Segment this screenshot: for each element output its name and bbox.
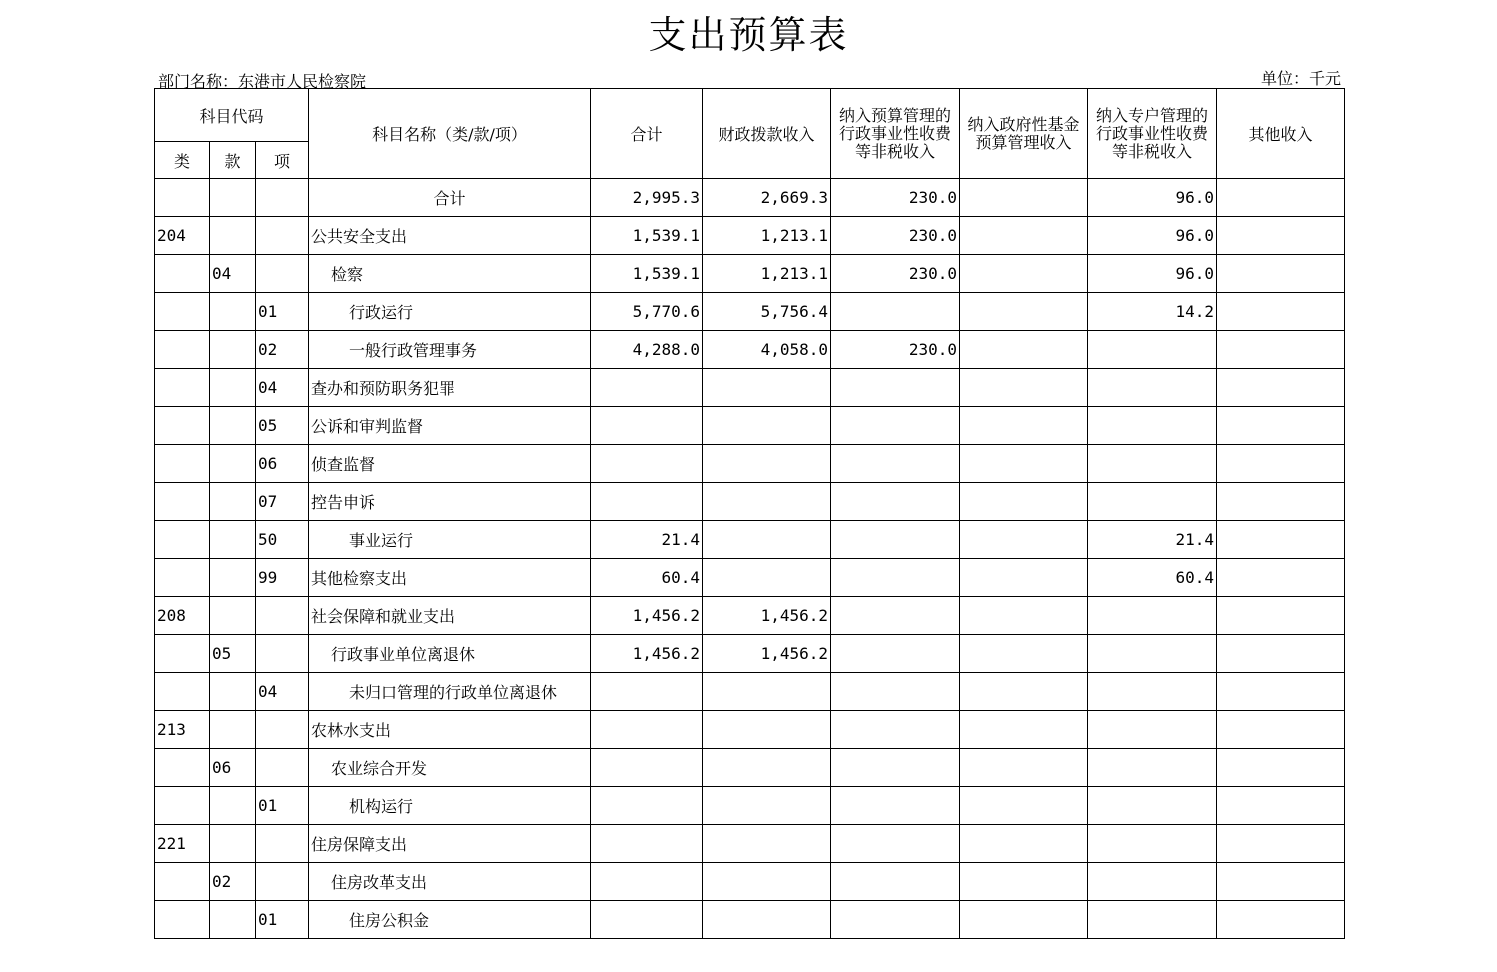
cell-name: 侦查监督: [309, 445, 591, 483]
cell-gov-fund: [960, 331, 1088, 369]
cell-other: [1217, 483, 1345, 521]
header-gov-fund: 纳入政府性基金预算管理收入: [960, 89, 1088, 179]
cell-fiscal: 1,456.2: [703, 597, 831, 635]
cell-total: [591, 787, 703, 825]
cell-budget-admin: [831, 901, 960, 939]
cell-special-admin: [1088, 597, 1217, 635]
cell-gov-fund: [960, 293, 1088, 331]
cell-fiscal: 1,213.1: [703, 255, 831, 293]
cell-kuan: [210, 711, 256, 749]
cell-name: 未归口管理的行政单位离退休: [309, 673, 591, 711]
cell-other: [1217, 825, 1345, 863]
cell-special-admin: 60.4: [1088, 559, 1217, 597]
cell-total: [591, 445, 703, 483]
cell-special-admin: [1088, 787, 1217, 825]
cell-kuan: [210, 179, 256, 217]
cell-name: 住房改革支出: [309, 863, 591, 901]
cell-xiang: [256, 711, 309, 749]
cell-name: 行政事业单位离退休: [309, 635, 591, 673]
cell-lei: [155, 407, 210, 445]
cell-total: [591, 673, 703, 711]
cell-lei: 221: [155, 825, 210, 863]
cell-other: [1217, 293, 1345, 331]
cell-name: 公诉和审判监督: [309, 407, 591, 445]
cell-total: 1,539.1: [591, 255, 703, 293]
cell-xiang: [256, 255, 309, 293]
cell-special-admin: [1088, 445, 1217, 483]
cell-other: [1217, 331, 1345, 369]
header-budget-admin: 纳入预算管理的行政事业性收费等非税收入: [831, 89, 960, 179]
cell-xiang: 04: [256, 369, 309, 407]
cell-special-admin: [1088, 711, 1217, 749]
cell-other: [1217, 445, 1345, 483]
cell-name: 一般行政管理事务: [309, 331, 591, 369]
header-other: 其他收入: [1217, 89, 1345, 179]
cell-other: [1217, 255, 1345, 293]
cell-xiang: 50: [256, 521, 309, 559]
cell-budget-admin: [831, 635, 960, 673]
cell-other: [1217, 597, 1345, 635]
cell-name: 公共安全支出: [309, 217, 591, 255]
cell-kuan: [210, 483, 256, 521]
cell-xiang: [256, 863, 309, 901]
table-row: [155, 445, 1345, 483]
cell-budget-admin: 230.0: [831, 217, 960, 255]
cell-xiang: 07: [256, 483, 309, 521]
cell-total: 21.4: [591, 521, 703, 559]
cell-budget-admin: [831, 825, 960, 863]
cell-xiang: 06: [256, 445, 309, 483]
cell-lei: [155, 255, 210, 293]
cell-xiang: [256, 825, 309, 863]
cell-name: 控告申诉: [309, 483, 591, 521]
cell-budget-admin: 230.0: [831, 179, 960, 217]
cell-fiscal: [703, 445, 831, 483]
cell-gov-fund: [960, 673, 1088, 711]
cell-fiscal: [703, 711, 831, 749]
cell-kuan: [210, 825, 256, 863]
cell-lei: [155, 559, 210, 597]
cell-total: 1,456.2: [591, 635, 703, 673]
cell-budget-admin: [831, 293, 960, 331]
cell-lei: [155, 179, 210, 217]
cell-budget-admin: [831, 445, 960, 483]
cell-total: 2,995.3: [591, 179, 703, 217]
cell-other: [1217, 635, 1345, 673]
cell-fiscal: 1,456.2: [703, 635, 831, 673]
cell-other: [1217, 521, 1345, 559]
table-row: [155, 787, 1345, 825]
cell-total: 4,288.0: [591, 331, 703, 369]
cell-total: 1,539.1: [591, 217, 703, 255]
cell-lei: [155, 293, 210, 331]
cell-gov-fund: [960, 179, 1088, 217]
cell-gov-fund: [960, 559, 1088, 597]
cell-special-admin: [1088, 407, 1217, 445]
cell-name: 行政运行: [309, 293, 591, 331]
cell-fiscal: [703, 559, 831, 597]
cell-fiscal: 4,058.0: [703, 331, 831, 369]
cell-other: [1217, 787, 1345, 825]
cell-special-admin: [1088, 673, 1217, 711]
cell-xiang: 02: [256, 331, 309, 369]
cell-fiscal: 1,213.1: [703, 217, 831, 255]
cell-other: [1217, 369, 1345, 407]
page-title: 支出预算表: [648, 13, 849, 57]
cell-kuan: [210, 521, 256, 559]
cell-xiang: [256, 217, 309, 255]
cell-other: [1217, 407, 1345, 445]
cell-lei: [155, 445, 210, 483]
cell-lei: [155, 369, 210, 407]
cell-kuan: [210, 217, 256, 255]
cell-lei: [155, 635, 210, 673]
header-subject-name: 科目名称（类/款/项）: [309, 89, 591, 179]
cell-lei: [155, 787, 210, 825]
cell-xiang: 01: [256, 787, 309, 825]
cell-kuan: 05: [210, 635, 256, 673]
cell-special-admin: [1088, 635, 1217, 673]
cell-total: [591, 711, 703, 749]
cell-xiang: 04: [256, 673, 309, 711]
table-row: [155, 559, 1345, 597]
cell-kuan: [210, 331, 256, 369]
cell-fiscal: [703, 825, 831, 863]
cell-total: [591, 407, 703, 445]
cell-kuan: [210, 901, 256, 939]
cell-fiscal: [703, 863, 831, 901]
cell-special-admin: 96.0: [1088, 255, 1217, 293]
header-subject-code: 科目代码: [155, 89, 309, 142]
cell-gov-fund: [960, 635, 1088, 673]
table-row: [155, 825, 1345, 863]
cell-other: [1217, 901, 1345, 939]
cell-name: 合计: [309, 179, 591, 217]
cell-budget-admin: [831, 483, 960, 521]
cell-name: 住房保障支出: [309, 825, 591, 863]
cell-lei: [155, 331, 210, 369]
table-row: [155, 483, 1345, 521]
cell-budget-admin: [831, 673, 960, 711]
cell-total: 1,456.2: [591, 597, 703, 635]
cell-budget-admin: [831, 407, 960, 445]
cell-gov-fund: [960, 863, 1088, 901]
cell-xiang: [256, 597, 309, 635]
cell-other: [1217, 749, 1345, 787]
budget-table: [154, 88, 1345, 939]
cell-special-admin: [1088, 331, 1217, 369]
table-row: [155, 293, 1345, 331]
cell-gov-fund: [960, 217, 1088, 255]
cell-lei: 204: [155, 217, 210, 255]
header-lei: 类: [155, 142, 210, 179]
cell-kuan: [210, 673, 256, 711]
cell-gov-fund: [960, 369, 1088, 407]
cell-special-admin: [1088, 901, 1217, 939]
cell-budget-admin: [831, 787, 960, 825]
table-row: [155, 407, 1345, 445]
cell-gov-fund: [960, 407, 1088, 445]
cell-special-admin: [1088, 749, 1217, 787]
table-row: [155, 863, 1345, 901]
cell-fiscal: [703, 901, 831, 939]
cell-total: [591, 483, 703, 521]
cell-name: 农林水支出: [309, 711, 591, 749]
cell-gov-fund: [960, 483, 1088, 521]
cell-special-admin: 14.2: [1088, 293, 1217, 331]
cell-kuan: 04: [210, 255, 256, 293]
table-row: [155, 711, 1345, 749]
cell-budget-admin: [831, 863, 960, 901]
cell-gov-fund: [960, 711, 1088, 749]
cell-total: [591, 369, 703, 407]
cell-special-admin: 21.4: [1088, 521, 1217, 559]
cell-fiscal: 2,669.3: [703, 179, 831, 217]
cell-budget-admin: 230.0: [831, 331, 960, 369]
cell-special-admin: [1088, 483, 1217, 521]
cell-xiang: [256, 179, 309, 217]
cell-total: [591, 749, 703, 787]
cell-lei: 213: [155, 711, 210, 749]
cell-total: 60.4: [591, 559, 703, 597]
cell-budget-admin: [831, 369, 960, 407]
cell-gov-fund: [960, 255, 1088, 293]
cell-special-admin: 96.0: [1088, 217, 1217, 255]
cell-gov-fund: [960, 901, 1088, 939]
cell-kuan: [210, 407, 256, 445]
cell-kuan: [210, 559, 256, 597]
cell-xiang: [256, 635, 309, 673]
cell-budget-admin: [831, 597, 960, 635]
cell-fiscal: [703, 369, 831, 407]
cell-kuan: [210, 445, 256, 483]
cell-fiscal: [703, 407, 831, 445]
table-row: [155, 179, 1345, 217]
cell-gov-fund: [960, 749, 1088, 787]
cell-lei: [155, 521, 210, 559]
cell-kuan: 06: [210, 749, 256, 787]
cell-name: 查办和预防职务犯罪: [309, 369, 591, 407]
cell-total: 5,770.6: [591, 293, 703, 331]
table-row: [155, 635, 1345, 673]
cell-other: [1217, 863, 1345, 901]
cell-fiscal: 5,756.4: [703, 293, 831, 331]
table-row: [155, 673, 1345, 711]
table-row: [155, 217, 1345, 255]
cell-fiscal: [703, 521, 831, 559]
cell-budget-admin: [831, 749, 960, 787]
cell-kuan: [210, 787, 256, 825]
header-total: 合计: [591, 89, 703, 179]
cell-gov-fund: [960, 787, 1088, 825]
table-row: [155, 597, 1345, 635]
cell-budget-admin: [831, 559, 960, 597]
table-row: [155, 369, 1345, 407]
table-row: [155, 521, 1345, 559]
cell-lei: [155, 483, 210, 521]
cell-special-admin: [1088, 863, 1217, 901]
cell-total: [591, 863, 703, 901]
cell-gov-fund: [960, 521, 1088, 559]
table-row: [155, 255, 1345, 293]
cell-name: 其他检察支出: [309, 559, 591, 597]
cell-gov-fund: [960, 825, 1088, 863]
cell-name: 机构运行: [309, 787, 591, 825]
cell-special-admin: [1088, 825, 1217, 863]
cell-total: [591, 825, 703, 863]
cell-kuan: [210, 597, 256, 635]
cell-xiang: [256, 749, 309, 787]
cell-name: 事业运行: [309, 521, 591, 559]
cell-xiang: 01: [256, 901, 309, 939]
cell-lei: [155, 901, 210, 939]
unit-label: 单位：千元: [1260, 69, 1341, 88]
cell-name: 检察: [309, 255, 591, 293]
cell-special-admin: [1088, 369, 1217, 407]
header-xiang: 项: [256, 142, 309, 179]
cell-other: [1217, 673, 1345, 711]
department-label: 部门名称：东港市人民检察院: [158, 72, 367, 91]
cell-name: 农业综合开发: [309, 749, 591, 787]
cell-budget-admin: [831, 711, 960, 749]
cell-fiscal: [703, 673, 831, 711]
cell-special-admin: 96.0: [1088, 179, 1217, 217]
cell-other: [1217, 711, 1345, 749]
cell-lei: [155, 749, 210, 787]
cell-xiang: 99: [256, 559, 309, 597]
cell-gov-fund: [960, 597, 1088, 635]
cell-fiscal: [703, 787, 831, 825]
header-row-1: [155, 89, 1345, 142]
cell-other: [1217, 217, 1345, 255]
cell-other: [1217, 559, 1345, 597]
cell-fiscal: [703, 483, 831, 521]
cell-budget-admin: [831, 521, 960, 559]
table-row: [155, 331, 1345, 369]
cell-kuan: 02: [210, 863, 256, 901]
cell-fiscal: [703, 749, 831, 787]
cell-gov-fund: [960, 445, 1088, 483]
header-fiscal: 财政拨款收入: [703, 89, 831, 179]
cell-name: 社会保障和就业支出: [309, 597, 591, 635]
cell-kuan: [210, 293, 256, 331]
cell-other: [1217, 179, 1345, 217]
cell-total: [591, 901, 703, 939]
table-row: [155, 901, 1345, 939]
table-row: [155, 749, 1345, 787]
header-kuan: 款: [210, 142, 256, 179]
cell-name: 住房公积金: [309, 901, 591, 939]
cell-xiang: 01: [256, 293, 309, 331]
cell-lei: 208: [155, 597, 210, 635]
cell-xiang: 05: [256, 407, 309, 445]
cell-kuan: [210, 369, 256, 407]
header-special-admin: 纳入专户管理的行政事业性收费等非税收入: [1088, 89, 1217, 179]
cell-budget-admin: 230.0: [831, 255, 960, 293]
cell-lei: [155, 863, 210, 901]
cell-lei: [155, 673, 210, 711]
